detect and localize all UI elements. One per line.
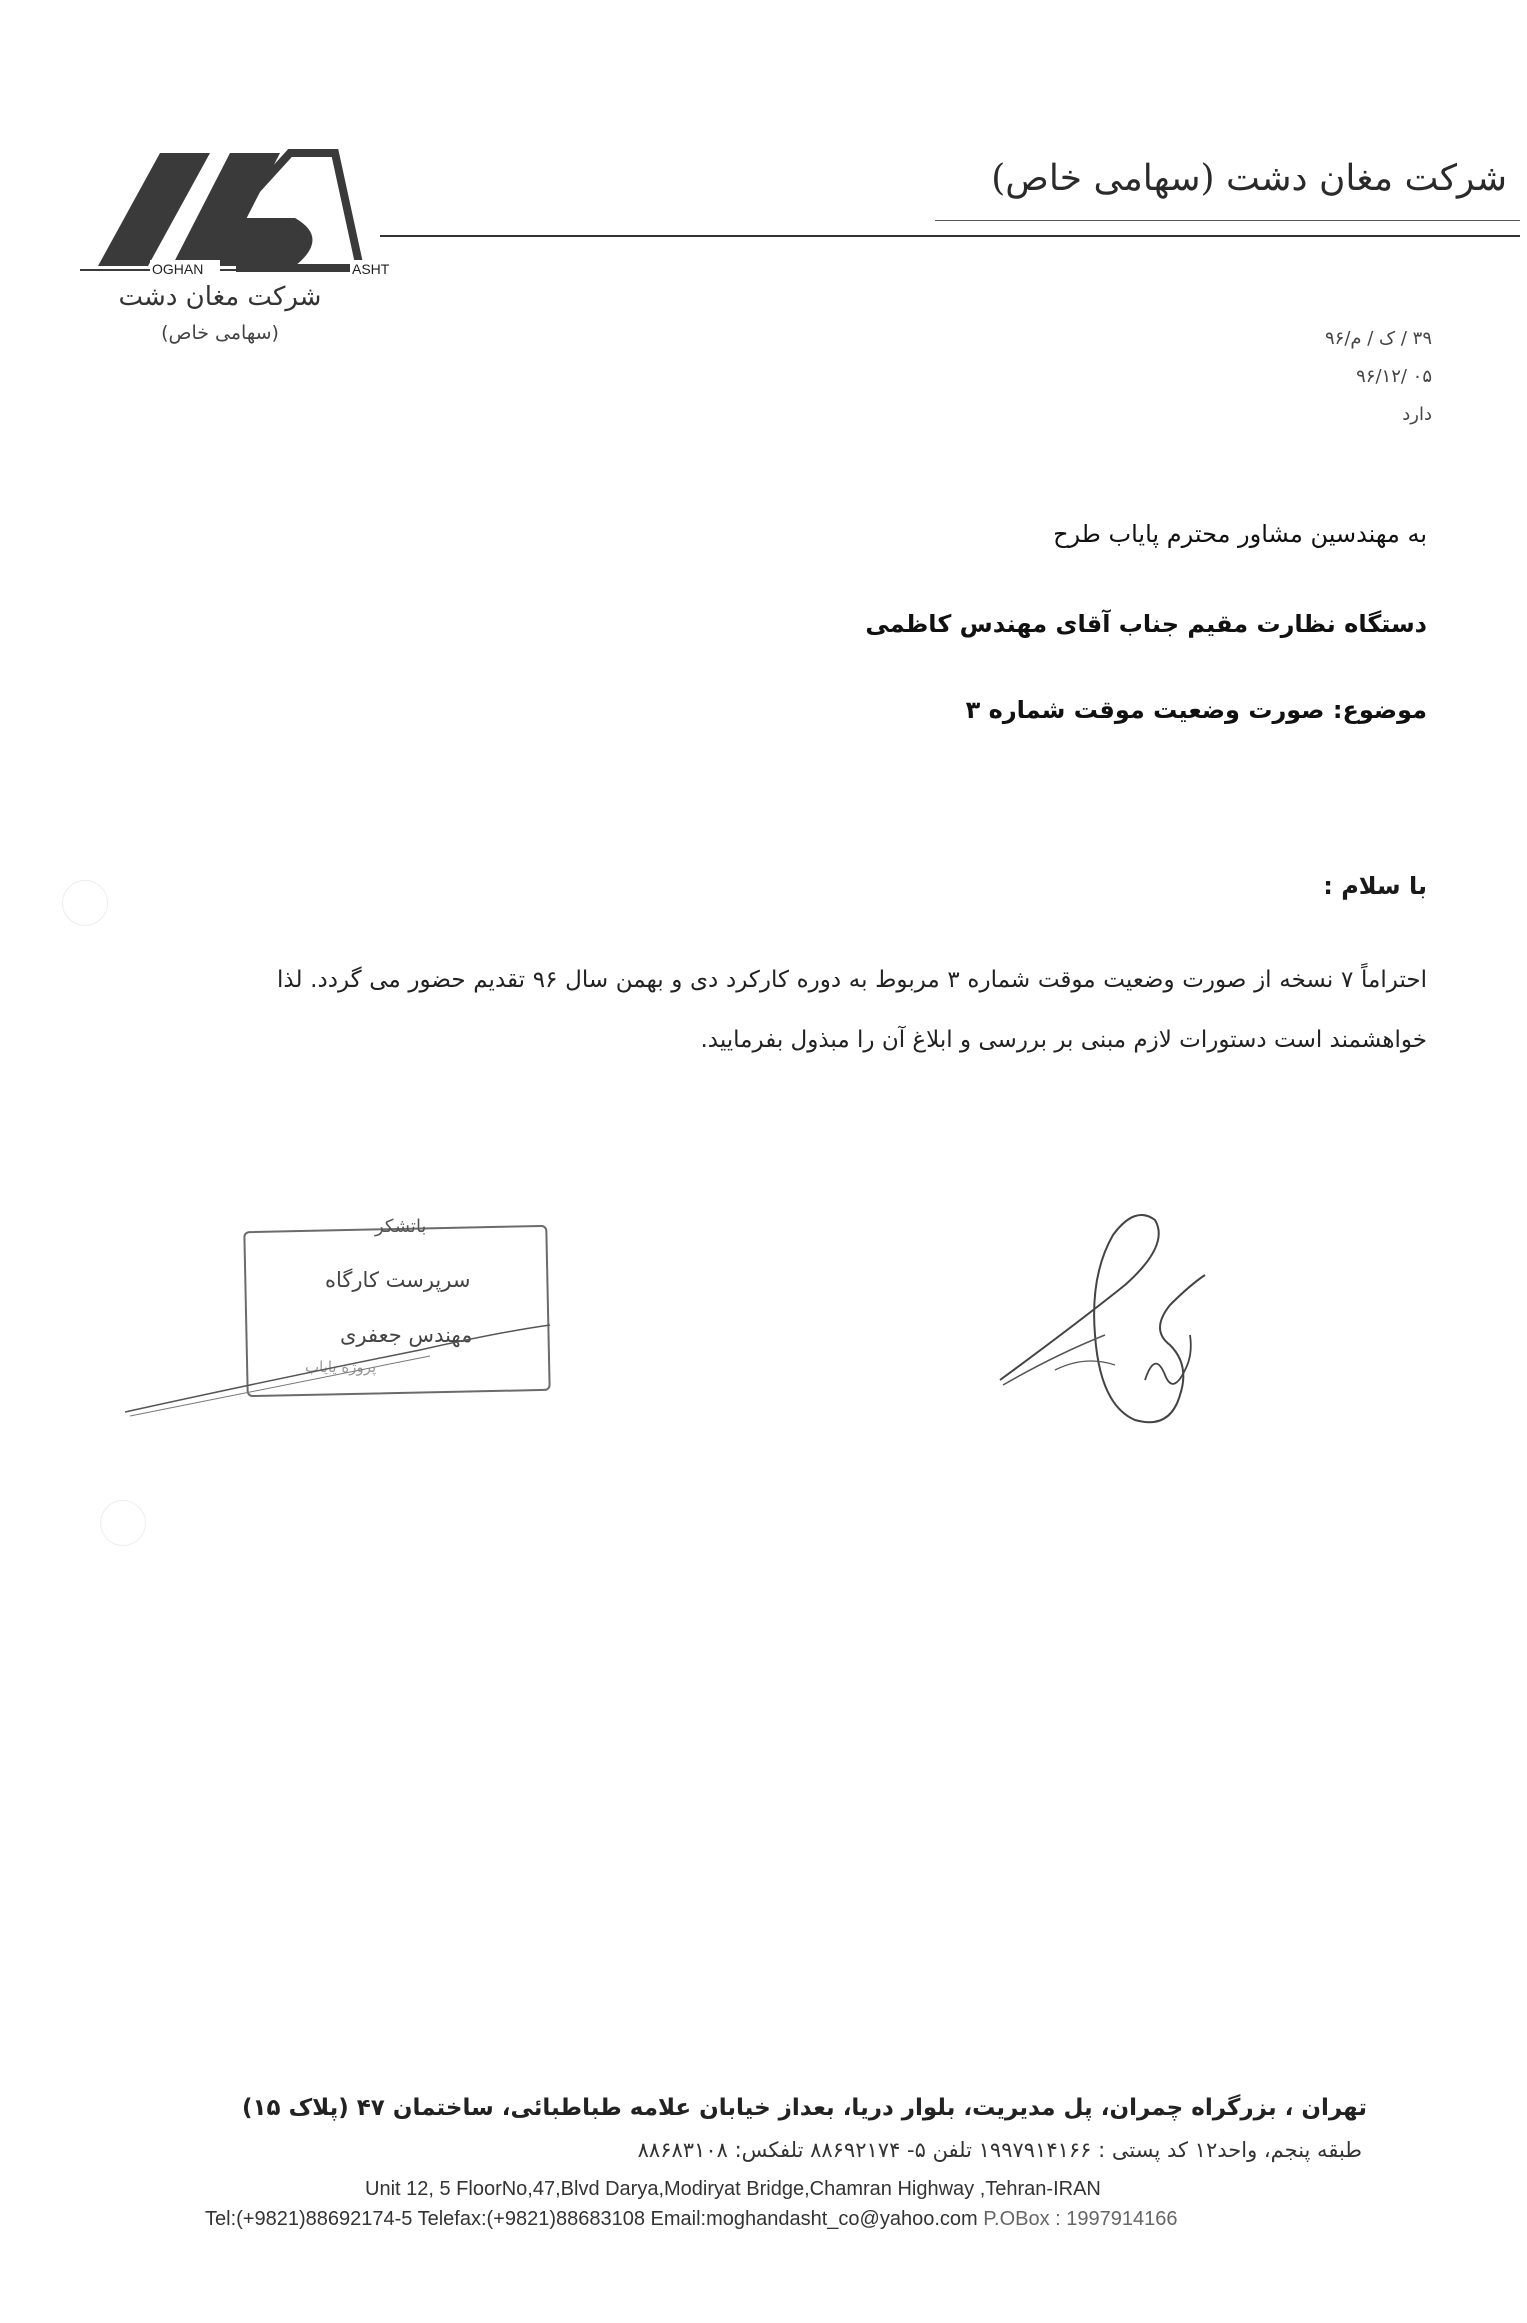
punch-hole-mark bbox=[100, 1500, 146, 1546]
header-divider bbox=[380, 235, 1520, 237]
logo-company-name: شرکت مغان دشت bbox=[118, 282, 322, 312]
stamp-signature-stroke bbox=[120, 1320, 560, 1420]
footer-contact-en bbox=[205, 2208, 1178, 2231]
footer-address-fa: تهران ، بزرگراه چمران، پل مدیریت، بلوار دریا، بعداز خیابان علامه طباطبائی، ساختمان ۴۷ (پلاک ۱۵) bbox=[241, 2095, 1367, 2121]
reference-attachment: دارد bbox=[1402, 404, 1432, 425]
logo-text-left: OGHAN bbox=[152, 261, 204, 277]
stamp-project: پروژه پایاب bbox=[305, 1358, 377, 1376]
header-underline bbox=[935, 220, 1520, 221]
reference-number: ۳۹ / ک / م/۹۶ bbox=[1324, 328, 1432, 349]
stamp-name: مهندس جعفری bbox=[340, 1323, 473, 1347]
handwritten-signature bbox=[995, 1205, 1265, 1440]
logo-company-type: (سهامی خاص) bbox=[161, 322, 279, 344]
reference-date: ۹۶/۱۲/ ۰۵ bbox=[1356, 366, 1432, 387]
footer-tel-email-en: Tel:(+9821)88692174-5 Telefax:(+9821)88683108 Email:moghandasht_co@yahoo.com bbox=[205, 2208, 978, 2230]
footer-pobox-en: P.OBox : 1997914166 bbox=[983, 2208, 1178, 2230]
punch-hole-mark bbox=[62, 880, 108, 926]
addressee-line-1: به مهندسین مشاور محترم پایاب طرح bbox=[1053, 520, 1427, 548]
logo-text-right: ASHT bbox=[352, 261, 390, 277]
stamp-title: سرپرست کارگاه bbox=[325, 1268, 471, 1292]
stamp-thanks: باتشکر bbox=[375, 1216, 427, 1237]
letter-body: احتراماً ۷ نسخه از صورت وضعیت موقت شماره ۳ مربوط به دوره کارکرد دی و بهمن سال ۹۶ تقدیم حضور می گردد. لذا خواهشمند است دستورات لازم مبنی بر بررسی و ابلاغ آن را مبذول بفرمایید. bbox=[277, 967, 1428, 1053]
header-company-name: شرکت مغان دشت (سهامی خاص) bbox=[991, 158, 1507, 199]
footer-address-en: Unit 12, 5 FloorNo,47,Blvd Darya,Modiryat Bridge,Chamran Highway ,Tehran-IRAN bbox=[365, 2178, 1101, 2200]
letter-subject: موضوع: صورت وضعیت موقت شماره ۳ bbox=[965, 696, 1427, 724]
greeting: با سلام : bbox=[1323, 872, 1427, 900]
company-logo bbox=[80, 148, 400, 278]
addressee-line-2: دستگاه نظارت مقیم جناب آقای مهندس کاظمی bbox=[865, 610, 1427, 638]
footer-contact-fa: طبقه پنجم، واحد۱۲ کد پستی : ۱۹۹۷۹۱۴۱۶۶ تلفن ۵- ۸۸۶۹۲۱۷۴ تلفکس: ۸۸۶۸۳۱۰۸ bbox=[637, 2138, 1362, 2162]
